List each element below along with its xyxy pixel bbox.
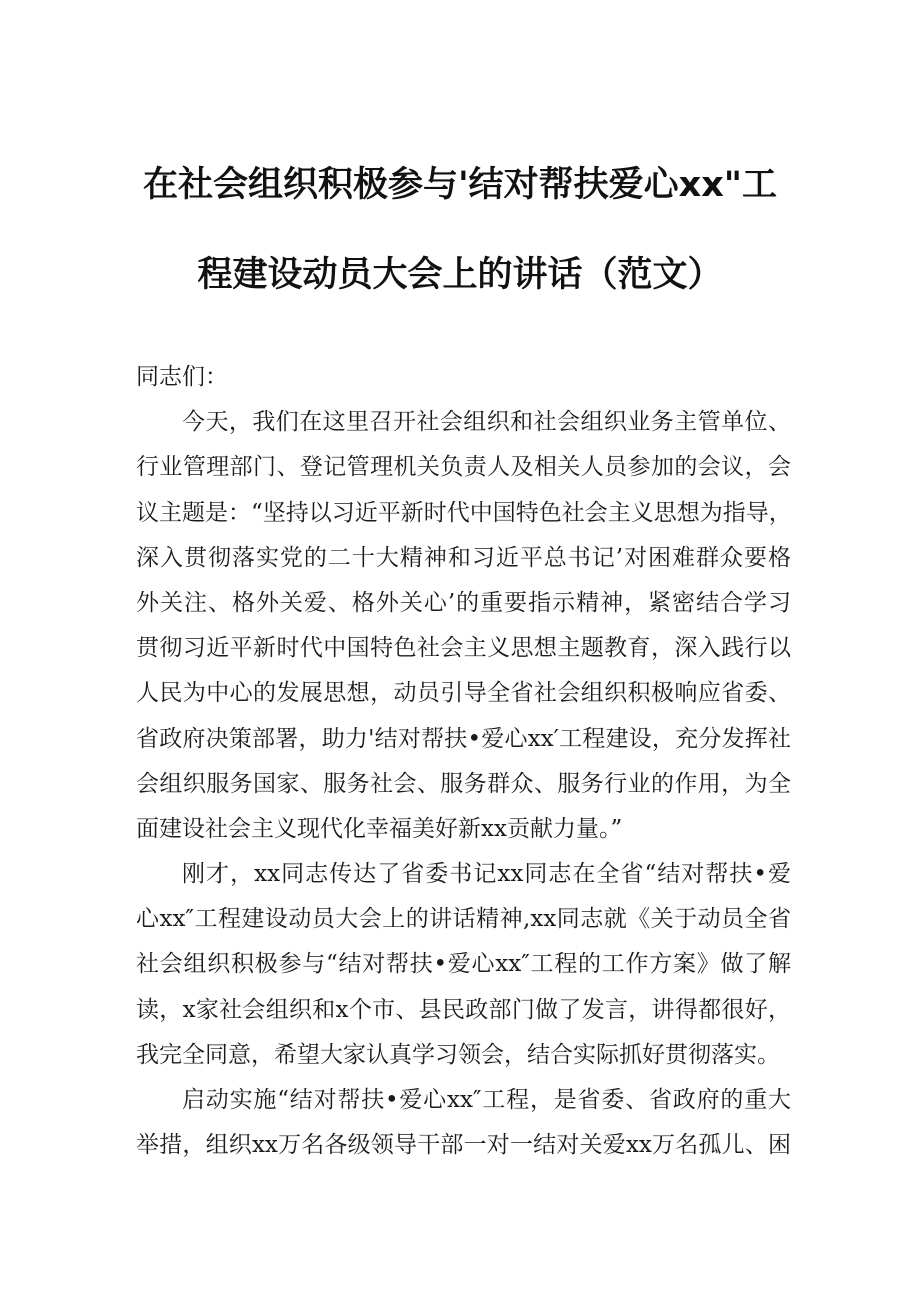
paragraph-line: 会组织服务国家、服务社会、服务群众、服务行业的作用，为全 [136,770,791,797]
paragraph-line: 刚才，xx同志传达了省委书记xx同志在全省“结对帮扶•爱 [182,861,791,888]
document-body [136,355,791,1168]
paragraph-3 [136,1078,791,1168]
paragraph-line: 贯彻习近平新时代中国特色社会主义思想主题教育，深入践行以 [136,635,791,662]
paragraph-line: 行业管理部门、登记管理机关负责人及相关人员参加的会议，会 [136,454,791,481]
paragraph-line: 面建设社会主义现代化幸福美好新xx贡献力量。” [136,815,623,842]
paragraph-line: 外关注、格外关爱、格外关心’的重要指示精神，紧密结合学习 [136,589,791,616]
paragraph-line: 议主题是：“坚持以习近平新时代中国特色社会主义思想为指导， [136,499,792,526]
paragraph-line: 深入贯彻落实党的二十大精神和习近平总书记’对困难群众要格 [136,544,791,571]
title-line-1: 在社会组织积极参与'结对帮扶爱心xx"工 [142,165,778,205]
paragraph-line: 举措，组织xx万名各级领导干部一对一结对关爱xx万名孤儿、困 [136,1132,791,1159]
paragraph-2 [136,852,791,1078]
paragraph-line: 省政府决策部署，助力'结对帮扶•爱心xx′工程建设，充分发挥社 [136,725,791,752]
salutation: 同志们： [136,364,228,390]
paragraph-line: 启动实施“结对帮扶•爱心xx″工程，是省委、省政府的重大 [182,1087,791,1113]
document-title [0,140,920,320]
paragraph-line: 我完全同意，希望大家认真学习领会，结合实际抓好贯彻落实。 [136,1041,780,1068]
paragraph-line: 读，x家社会组织和x个市、县民政部门做了发言，讲得都很好， [136,996,791,1023]
paragraph-line: 人民为中心的发展思想，动员引导全省社会组织积极响应省委、 [136,680,791,707]
paragraph-line: 社会组织积极参与“结对帮扶•爱心xx″工程的工作方案》做了解 [136,951,791,978]
paragraph-line: 今天，我们在这里召开社会组织和社会组织业务主管单位、 [182,409,791,436]
paragraph-1 [136,400,791,852]
paragraph-line: 心xx″工程建设动员大会上的讲话精神,xx同志就《关于动员全省 [136,906,791,933]
title-line-2: 程建设动员大会上的讲话（范文） [197,255,723,295]
